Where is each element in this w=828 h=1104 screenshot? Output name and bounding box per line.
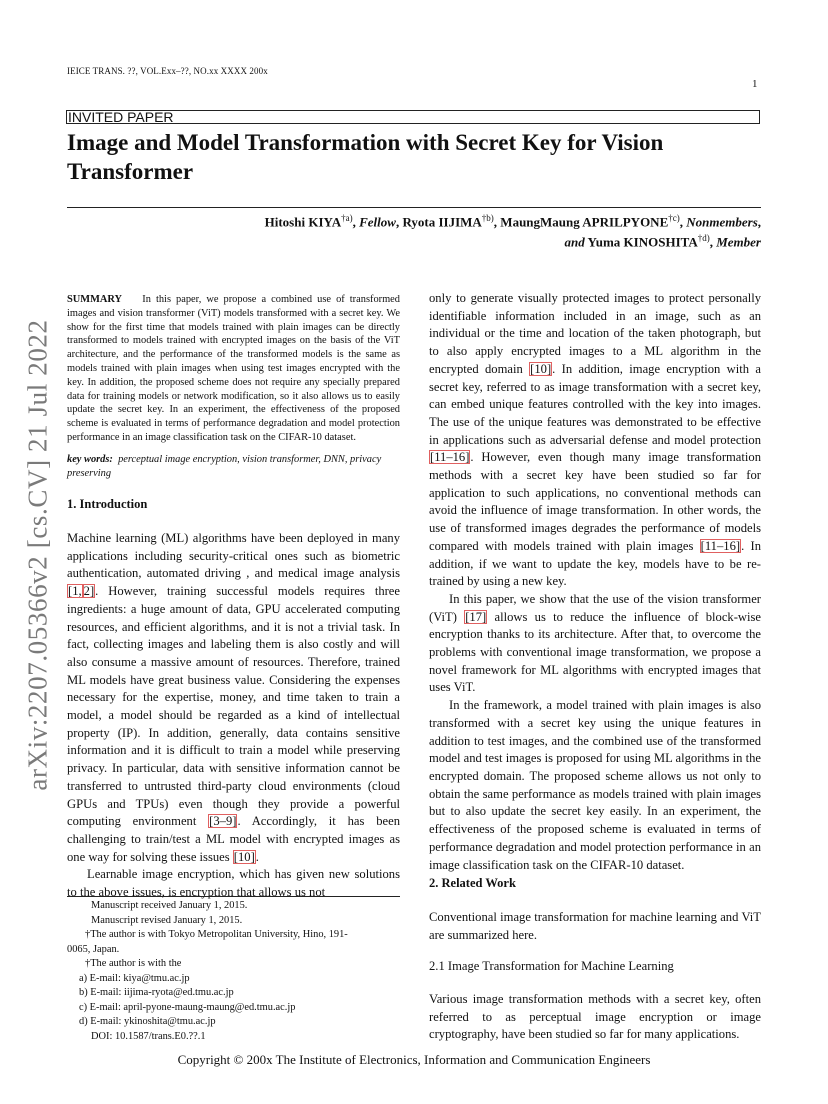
body-text: . However, even though many image transformation methods with a secret key have been studied so far for application to such applications, no conventional methods can avoid the influence of image transformation. In other words, the use of transformed images degrades the performance of models compared with models trained with plain images [429, 450, 761, 553]
body-text: allows us to reduce the influence of block-wise encryption thanks to its architecture. After that, to overcome the problems with conventional image transformation, we propose a novel framework for ML algorithms with encrypted images that uses ViT. [429, 609, 761, 695]
footnote-revised: Manuscript revised January 1, 2015. [91, 914, 243, 926]
citation-link[interactable]: [11–16] [700, 538, 741, 553]
copyright-footer: Copyright © 200x The Institute of Electronics, Information and Communication Engineers [177, 1052, 651, 1067]
subsection-2-1-text: Various image transformation methods with a secret key, often referred to as perceptual image encryption or image cryptography, have been studied so far for many applications. [429, 992, 761, 1042]
citation-link[interactable]: [1, [68, 584, 82, 599]
body-text: . However, training successful models requires three ingredients: a huge amount of data, GPU accelerated computing resources, and efficient algorithms, and it is not a trivial task. In fact, collecting images and labeling them is also costly and will also consume a massive amount of resources. Therefore, trained ML models have great business value. Considering the expenses necessary for the expertise, money, and time taken to train a model, a model should be regarded as a kind of intellectual property (IP). In addition, generally, data contains sensitive information and it is difficult to train a model while preserving privacy. In particular, data with sensitive information cannot be transferred to untrusted third-party cloud environments (cloud GPUs and TPUs) even though they provide a powerful computing environment [67, 584, 400, 829]
body-text: In this paper, we show that the use of the vision transformer (ViT) [429, 591, 761, 624]
author-affiliation-mark: †b) [481, 213, 494, 223]
citation-link[interactable]: [10] [530, 361, 552, 376]
section-heading-related-work: 2. Related Work [429, 876, 516, 890]
author-list [160, 210, 761, 251]
body-text: Machine learning (ML) algorithms have been deployed in many applications including security-critical ones such as biometric authentication, automated driving , and medical image analysis [67, 531, 400, 581]
citation-link[interactable]: [3–9] [209, 814, 237, 829]
author-line-1: Hitoshi KIYA$^{\dagger a)}$, Fellow, Ryota IIJIMA$^{\dagger b)}$, MaungMaung APRILPYONE$^{\dagger c)}$, Nonmembers, [264, 213, 761, 230]
citation-link[interactable]: [17] [465, 609, 487, 624]
author-role: Member [716, 234, 761, 250]
keywords-label: key words: [67, 454, 113, 465]
citation-link[interactable]: [10] [233, 849, 255, 864]
paper-type-label: INVITED PAPER [68, 109, 174, 125]
page-number: 1 [752, 78, 758, 90]
footnote-affiliation-2: †The author is with the [85, 958, 182, 969]
author-conjunction: and [564, 234, 585, 250]
keywords [67, 453, 400, 481]
citation-link[interactable]: [11–16] [430, 450, 470, 465]
footnote-email[interactable]: a) E-mail: kiya@tmu.ac.jp [79, 972, 190, 984]
author-affiliation-mark: †d) [697, 233, 710, 244]
intro-paragraph-4: In the framework, a model trained with plain images is also transformed with a secret key using the unique features in addition to test images, and the combined use of the transformed model and test images is proposed for using ML algorithms in the encrypted domain. The proposed scheme allows us not only to obtain the same performance as models trained with plain images but to also update the secret key easily. In an experiment, the effectiveness of the proposed scheme is evaluated in terms of performance degradation and model protection performance in an image classification task on the CIFAR-10 dataset. [429, 698, 761, 872]
author-affiliation-mark: †a) [341, 213, 353, 223]
author-affiliation-mark: †c) [668, 213, 680, 223]
body-text: . In addition, image encryption with a secret key, referred to as image transformation with a secret key, can embed unique features controlled with the key into images. The use of the unique features was demonstrated to be effective in applications such as adversarial defense and model protection [429, 361, 761, 447]
author-name: Yuma KINOSHITA [587, 234, 698, 250]
paper-title: Image and Model Transformation with Secret Key for Vision Transformer [67, 130, 664, 184]
footnote-email[interactable]: c) E-mail: april-pyone-maung-maung@ed.tmu.ac.jp [79, 1001, 296, 1013]
footnote-affiliation: †The author is with Tokyo Metropolitan University, Hino, 191- [85, 929, 348, 940]
author-role: Fellow [359, 214, 396, 230]
author-name: Hitoshi KIYA [264, 214, 342, 230]
footnotes [67, 899, 400, 1044]
abstract-text: In this paper, we propose a combined use of transformed images and vision transformer (ViT) models transformed with a secret key. We show for the first time that models trained with plain images can be directly transformed to models trained with encrypted images on the basis of the ViT architecture, and the performance of the transformed models is the same as models trained with plain images when using test images encrypted with the key. In addition, the proposed scheme does not require any specially prepared data for training models or network modification, so it also allows us to easily update the secret key. In an experiment, the effectiveness of the proposed scheme is evaluated in terms of performance degradation and model protection performance in an image classification task on the CIFAR-10 dataset. [67, 294, 400, 443]
intro-paragraph-2-start: Learnable image encryption, which has given new solutions to the above issues, is encryption that allows us not [67, 867, 400, 900]
author-name: Ryota IIJIMA [402, 214, 482, 230]
footnote-received: Manuscript received January 1, 2015. [91, 900, 248, 911]
author-line-2: and Yuma KINOSHITA$^{\dagger d)}$, Member [564, 233, 761, 250]
footnote-affiliation-cont: 0065, Japan. [67, 943, 120, 955]
author-role: Nonmembers [686, 214, 758, 230]
body-text: . In addition, if we want to update the key, models have to be re-trained by using a new key. [429, 538, 761, 589]
body-text: . Accordingly, it has been challenging to train/test a ML model with encrypted images as one way for solving these issues [67, 814, 400, 864]
body-text: . [255, 849, 259, 864]
footnote-rule [67, 896, 400, 897]
section-heading-introduction: 1. Introduction [67, 497, 148, 511]
author-name: MaungMaung APRILPYONE [500, 214, 669, 230]
body-text: only to generate visually protected images to protect personally identifiable information included in an image, such as an individual or the time and location of the taken photograph, but to also apply encrypted images to a ML algorithm in the encrypted domain [429, 291, 761, 376]
citation-link[interactable]: 2] [83, 584, 95, 599]
keywords-text: perceptual image encryption, vision transformer, DNN, privacy preserving [67, 454, 382, 479]
footnote-doi: DOI: 10.1587/trans.E0.??.1 [91, 1030, 206, 1042]
journal-header: IEICE TRANS. ??, VOL.Exx–??, NO.xx XXXX 200x [67, 66, 268, 76]
intro-paragraph-3 [429, 591, 761, 697]
footnote-email[interactable]: d) E-mail: ykinoshita@tmu.ac.jp [79, 1016, 216, 1027]
abstract-label: SUMMARY [67, 294, 123, 305]
related-work-intro: Conventional image transformation for machine learning and ViT are summarized here. [429, 910, 761, 942]
arxiv-id[interactable]: arXiv:2207.05366v2 [cs.CV] 21 Jul 2022 [22, 319, 53, 791]
intro-paragraph-2-cont [429, 290, 761, 591]
right-column-text [429, 290, 761, 874]
subsection-heading-2-1: 2.1 Image Transformation for Machine Learning [429, 959, 674, 973]
abstract [67, 293, 400, 445]
footnote-email[interactable]: b) E-mail: iijima-ryota@ed.tmu.ac.jp [79, 987, 234, 998]
intro-paragraph-1 [67, 530, 400, 902]
title-rule [67, 207, 761, 208]
